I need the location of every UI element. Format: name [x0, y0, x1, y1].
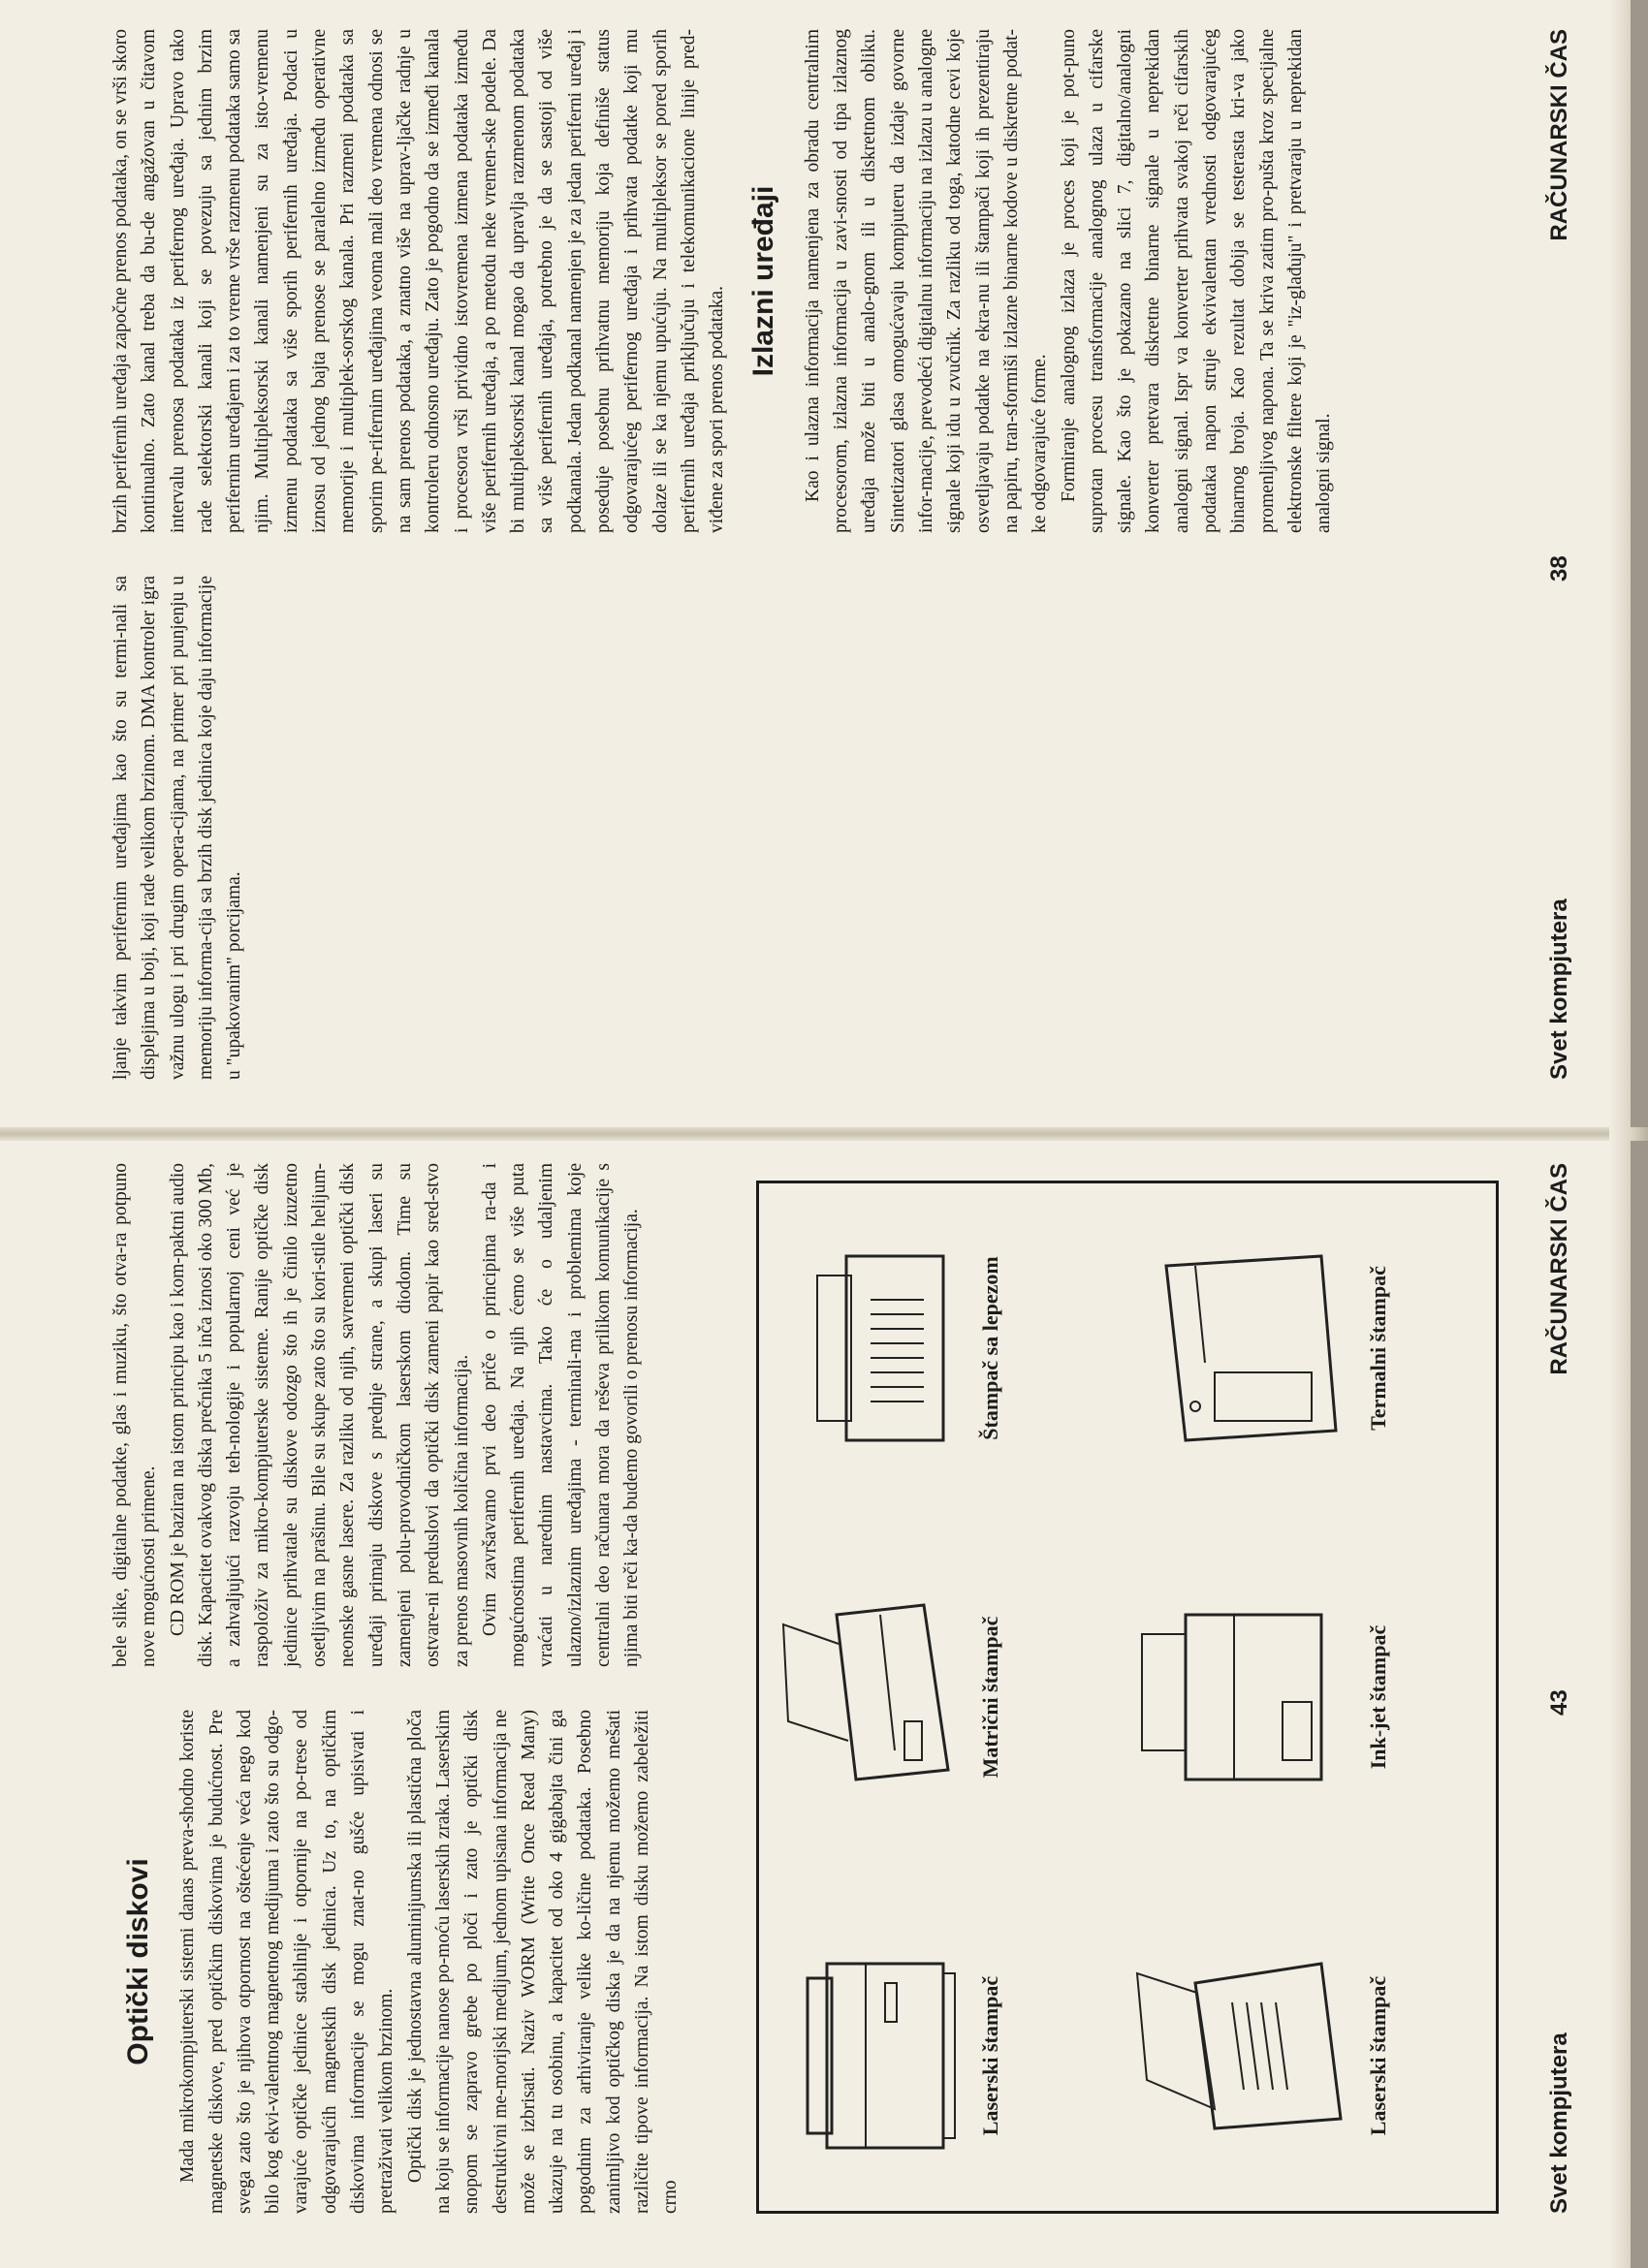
printer-item — [778, 1930, 1003, 2182]
paragraph: bele slike, digitalne podatke, glas i muziku, što otva-ra potpuno nove mogućnosti primene. — [111, 1163, 160, 1667]
inkjet-printer-icon — [1127, 1586, 1360, 1809]
paragraph: ljanje takvim perifernim uređajima kao što su termi-nali sa displejima u boji, koji rade velikom brzinom. DMA kontroler igra važnu ulogu i pri drugim opera-cijama, na primer pri punjenju u memoriju informa-cija sa brzih disk jedinica koje daju informacije u "upakovanim" porcijama. — [111, 576, 245, 1080]
printer-label: Matrični štampač — [978, 1616, 1002, 1779]
page-edge-tab — [1631, 0, 1648, 1127]
daisywheel-printer-icon — [778, 1237, 972, 1460]
printer-item — [1127, 1930, 1391, 2182]
printer-item — [1127, 1571, 1391, 1823]
paragraph: brzih perifernih uređaja započne prenos podataka, on se vrši skoro kontinualno. Zato kanal treba da bu-de angažovan u čitavom intervalu prenosa podataka iz perifernog uređaja. Upravo tako rade selektorski kanali koji se povezuju sa jednim brzim perifernim uređajem i za to vreme vrše razmenu podataka samo sa njim. Multipleksorski kanali namenjeni su za isto-vremenu izmenu podataka sa više sporih perifernih uređaja. Podaci u iznosu od jednog bajta prenose se paralelno između operativne memorije i multiplek-sorskog kanala. Pri razmeni podataka sa sporim pe-rifernim uređajima veoma mali deo vremena odnosi se na sam prenos podataka, a znatno više na uprav-ljačke radnje u kontroleru odnosno uređaju. Zato je pogodno da se izmeđi kanala i procesora vrši prividno istovremena izmena podataka između više perifernih uređaja, a po metodu neke vremen-ske podele. Da bi multipleksorski kanal mogao da upravlja razmenom podataka sa više perifernih uređaja, potrebno je da se sastoji od više podkanala. Jedan podkanal namenjen je za jedan periferni uređaj i poseduje posebnu prihvatnu memoriju koja definiše status odgovarajućeg perifernog uređaja i prihvata podatke koji mu dolaze ili se ka njemu upućuju. Na multipleksor se pored sporih perifernih uređaja priključuju i telekomunikacione linije pred-viđene za spori prenos podataka. — [111, 29, 728, 533]
printer-label: Laserski štampač — [978, 1975, 1002, 2136]
paragraph: Formiranje analognog izlaza je proces koji je pot-puno suprotan procesu transformacije analognog ulaza u cifarske signale. Kao što je pokazano na slici 7, digitalno/analogni konverter pretvara diskretne binarne signale u neprekidan analogni signal. Ispr va konverter prihvata svakoj reči cifarskih podataka napon struje ekvivalentan vrednosti odgovarajućeg binarnog broja. Kao rezultat dobija se testerasta kri-va jako promenljivog napona. Ta se kriva zatim pro-pušta kroz specijalne elektronske filtere koji je "iz-glađuju" i pretvaraju u neprekidan analogni signal. — [1058, 29, 1335, 533]
column-left — [107, 576, 1522, 1080]
page-43 — [58, 1163, 1609, 2239]
footer-magazine: Svet kompjutera — [1546, 898, 1572, 1080]
laser-printer-icon — [778, 1944, 972, 2167]
footer-page-number: 38 — [1546, 555, 1572, 582]
printer-item — [778, 1571, 1003, 1823]
footer-section: RAČUNARSKI ČAS — [1546, 29, 1572, 241]
paragraph: Optički disk je jednostavna aluminijumska ili plastična ploča na koju se informacije nanose po-moću laserskih zraka. Laserskim snopom se zapravo grebe po ploči i zato je optički disk destruktivni me-morijski medijum, jednom upisana informacija ne može se izbrisati. Naziv WORM (Write Once Read Many) ukazuje na tu osobinu, a kapacitet od oko 4 gigabajta čini ga pogodnim za arhiviranje velike ko-ličine podataka. Posebno zanimljivo kod optičkog diska je da na njemu možemo mešati različite tipove informacija. Na istom disku možemo zabeležiti crno — [404, 1710, 681, 2214]
section-heading: Izlazni uređaji — [746, 185, 779, 377]
article-heading: Optički diskovi — [122, 1858, 154, 2065]
paragraph: Ovim završavamo prvi deo priče o principima ra-da i mogućnostima perifernih uređaja. Na njih ćemo se više puta vraćati u narednim nastavcima. Tako će o udaljenim ulazno/izlaznim uređajima - terminali-ma i problemima koje centralni deo računara mora da reševa prilikom komunikacije s njima biti reči ka-da budemo govorili o prenosu informacija. — [479, 1163, 643, 1667]
footer-section: RAČUNARSKI ČAS — [1546, 1163, 1572, 1375]
printer-item — [778, 1222, 1003, 1474]
printer-label: Ink-jet štampač — [1366, 1624, 1390, 1770]
page-38 — [58, 29, 1609, 1105]
column-left — [107, 1710, 688, 2214]
page-footer — [1546, 29, 1585, 1105]
column-right — [107, 1163, 727, 1667]
thermal-printer-icon — [1127, 1237, 1360, 1460]
footer-page-number: 43 — [1546, 1689, 1572, 1716]
paragraph: Kao i ulazna informacija namenjena za obradu centralnim procesorom, izlazna informacija u zavi-snosti od tipa izlaznog uređaja može biti u analo-gnom ili u diskretnom obliku. Sintetizatori glasa omogućavaju kompjuteru da izdaje govorne infor-macije, prevodeći digitalnu informaciju na izlazu u analogne signale koji idu u zvučnik. Za razliku od toga, katodne cevi koje osvetljavaju podatke na ekra-nu ili štampači koji ih prezentiraju na papiru, tran-sformiši izlazne binarne kodove u diskretne podat-ke odgovarajuće forme. — [802, 29, 1051, 533]
printer-label: Termalni štampač — [1366, 1266, 1390, 1431]
printer-item — [1127, 1222, 1391, 1474]
footer-magazine: Svet kompjutera — [1546, 2032, 1572, 2214]
dot-matrix-printer-icon — [778, 1586, 972, 1809]
paragraph: CD ROM je baziran na istom principu kao i kom-paktni audio disk. Kapacitet ovakvog diska prečnika 5 inča iznosi oko 300 Mb, a zahvaljujući razvoju teh-nologije i popularnoj ceni već je raspoloživ za mikro-kompjuterske sisteme. Ranije optičke disk jedinice prihvatale su diskove odozgo što ih je činilo izuzetno osetljivim na prašinu. Bile su skupe zato što su kori-stile helijum-neonske gasne lasere. Za razliku od njih, savremeni optički disk uređaji primaju diskove s prednje strane, a skupi laseri su zamenjeni polu-provodničkom laserskom diodom. Time su ostvare-ni preduslovi da optički disk zameni papir kao sred-stvo za prenos masovnih količina informacija. — [167, 1163, 472, 1667]
laser-printer-open-icon — [1127, 1944, 1360, 2167]
column-right — [107, 29, 1522, 533]
page-edge-tab — [1631, 1141, 1648, 2268]
paragraph: Mada mikrokompjuterski sistemi danas preva-shodno koriste magnetske diskove, pred optičkim diskovima je budućnost. Pre svega zato što je njihova otpornost na oštećenje veća nego kod bilo kog ekvi-valentnog magnetnog medijuma i zato što su odgo-varajuće optičke jedinice stabilnije i otpornije na po-trese od odgovarajućih magnetskih disk jedinica. Uz to, na optičkim diskovima informacije se mogu znat-no gušće upisivati i pretraživati velikom brzinom. — [177, 1710, 397, 2214]
printer-label: Laserski štampač — [1366, 1975, 1390, 2136]
scan-fold — [0, 1127, 1648, 1141]
page-footer — [1546, 1163, 1585, 2239]
printer-label: Štampač sa lepezom — [978, 1256, 1002, 1440]
printers-figure — [756, 1181, 1499, 2214]
